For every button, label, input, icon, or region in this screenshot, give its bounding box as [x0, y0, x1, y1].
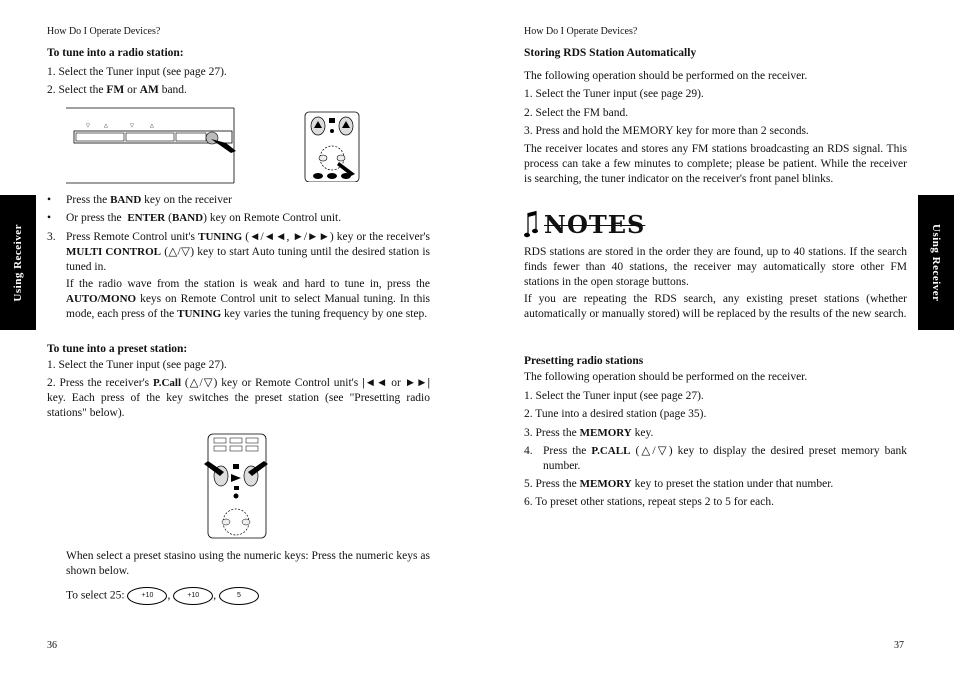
right-step-2: 2. Select the FM band.	[524, 107, 629, 119]
right-page-number: 37	[894, 640, 904, 651]
key-plus10-1: +10	[127, 587, 167, 605]
left-bullet-1: Press the BAND key on the receiver	[66, 194, 232, 206]
left-bullet-1-marker: •	[47, 194, 52, 206]
left-numeric-keys-note: When select a preset stasino using the numeric keys: Press the numeric keys as shown below.	[66, 550, 430, 577]
right-rds-description: The receiver locates and stores any FM stations broadcasting an RDS signal. This process can take a few minutes to complete; please be patient. While the receiver is searching, the tuner indicator on the receiver's front panel blinks.	[524, 143, 907, 185]
right-preset-step-1: 1. Select the Tuner input (see page 27).	[524, 390, 704, 402]
right-preset-step-2: 2. Tune into a desired station (page 35).	[524, 408, 707, 420]
right-intro: The following operation should be performed on the receiver.	[524, 70, 808, 82]
key-plus10-2: +10	[173, 587, 213, 605]
left-bullet-2-marker: •	[47, 212, 52, 224]
right-preset-step-6: 6. To preset other stations, repeat steps 2 to 5 for each.	[524, 496, 774, 508]
right-preset-step-5: 5. Press the MEMORY key to preset the station under that number.	[524, 478, 834, 490]
left-preset-step-1: 1. Select the Tuner input (see page 27).	[47, 359, 227, 371]
right-step-3: 3. Press and hold the MEMORY key for more than 2 seconds.	[524, 125, 809, 137]
music-note-icon	[524, 207, 544, 241]
left-page-number: 36	[47, 640, 57, 651]
select-label: To select 25:	[66, 589, 125, 602]
left-step-3-number: 3.	[47, 231, 56, 243]
right-heading-presetting: Presetting radio stations	[524, 355, 644, 367]
left-step-2: 2. Select the FM or AM band.	[47, 84, 187, 96]
left-step-1: 1. Select the Tuner input (see page 27).	[47, 66, 227, 78]
right-preset-step-3: 3. Press the MEMORY key.	[524, 427, 654, 439]
key-5: 5	[219, 587, 259, 605]
right-intro-2: The following operation should be performed on the receiver.	[524, 371, 808, 383]
left-running-header: How Do I Operate Devices?	[47, 26, 161, 37]
remote-preset-illustration	[196, 432, 276, 540]
right-preset-step-4: Press the P.CALL (△/▽) key to display the desired preset memory bank number.	[543, 445, 907, 472]
svg-text:▽: ▽	[130, 124, 134, 129]
left-step-3-note: If the radio wave from the station is weak and hard to tune in, press the AUTO/MONO keys on Remote Control unit to select Manual tuning. In this mode, each press of the TUNING key varies the tuning frequency by one step.	[66, 278, 430, 320]
svg-text:△: △	[150, 124, 154, 129]
right-notes-para-2: If you are repeating the RDS search, any existing preset stations (whether automatically or manually stored) will be replaced by the results of the new search.	[524, 293, 907, 320]
notes-logo: NOTES	[524, 207, 645, 241]
remote-tuning-illustration	[303, 110, 363, 182]
left-preset-step-2: 2. Press the receiver's P.Call (△/▽) key or Remote Control unit's |◄◄ or ►►| key. Each press of the key switches the preset station (see "Presetting radio stations" below).	[47, 377, 430, 419]
svg-text:△: △	[104, 124, 108, 129]
left-bullet-2: Or press the ENTER (BAND) key on Remote Control unit.	[66, 212, 342, 224]
left-step-3: Press Remote Control unit's TUNING (◄/◄◄, ►/►►) key or the receiver's MULTI CONTROL (△/▽) key to start Auto tuning until the desired station is tuned in.	[66, 231, 431, 273]
right-preset-step-4-number: 4.	[524, 445, 533, 457]
left-heading-preset: To tune into a preset station:	[47, 343, 188, 355]
svg-text:▽: ▽	[86, 124, 90, 129]
receiver-panel-illustration	[66, 107, 242, 185]
right-step-1: 1. Select the Tuner input (see page 29).	[524, 88, 704, 100]
right-running-header: How Do I Operate Devices?	[524, 26, 638, 37]
left-select-line: To select 25: +10 , +10 , 5	[66, 587, 259, 605]
right-side-tab: Using Receiver	[918, 195, 954, 330]
left-heading-radio: To tune into a radio station:	[47, 47, 184, 59]
left-side-tab: Using Receiver	[0, 195, 36, 330]
right-heading-rds: Storing RDS Station Automatically	[524, 47, 697, 59]
right-notes-para-1: RDS stations are stored in the order they are found, up to 40 stations. If the search finds fewer than 40 stations, the receiver may automatically store other FM stations in the open storage buttons.	[524, 246, 907, 288]
